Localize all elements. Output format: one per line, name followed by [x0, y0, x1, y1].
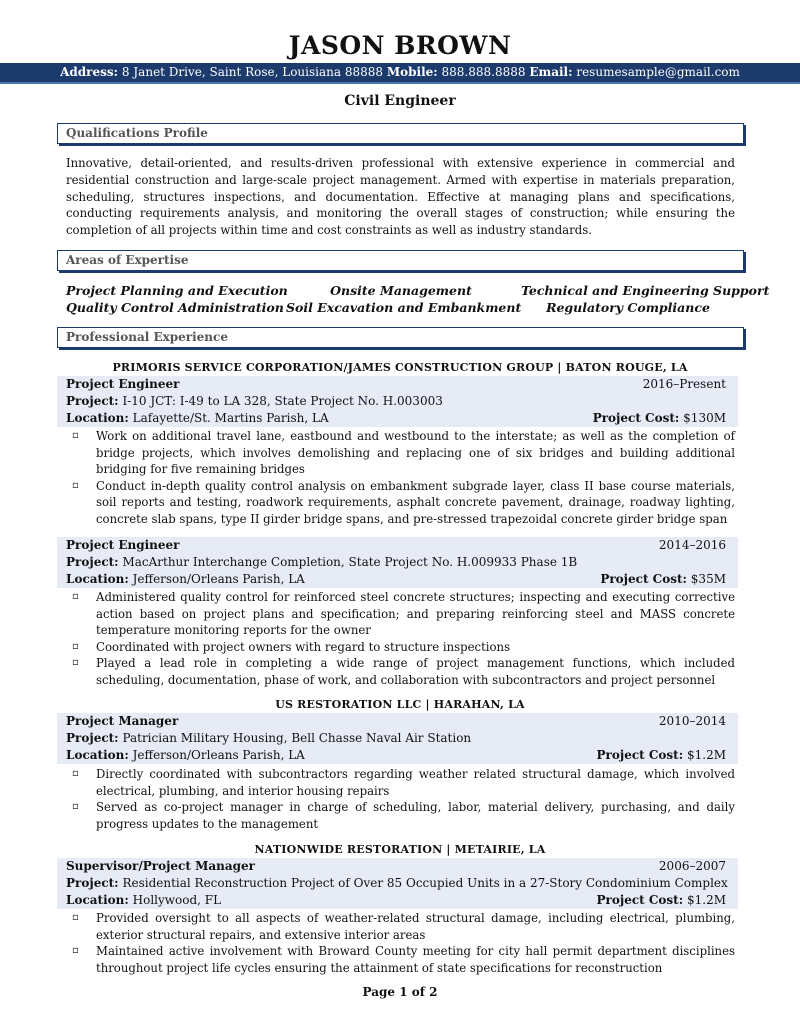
email-label: Email: [529, 65, 573, 79]
job-bullets [66, 589, 735, 688]
contact-banner [0, 63, 800, 84]
square-bullet-icon: ▫ [72, 657, 79, 668]
list-item [66, 799, 735, 832]
location-value: Jefferson/Orleans Parish, LA [132, 572, 305, 586]
location-value: Lafayette/St. Martins Parish, LA [132, 411, 329, 425]
bullet-text: Provided oversight to all aspects of weather-related structural damage, including electrical, plumbing, exterior structural repairs, and extensive interior areas [96, 911, 735, 942]
cost-label: Project Cost: [600, 572, 687, 586]
expertise-item: Regulatory Compliance [546, 300, 710, 315]
square-bullet-icon: ▫ [72, 945, 79, 956]
address-value: 8 Janet Drive, Saint Rose, Louisiana 88888 [121, 65, 384, 79]
job-dates: 2014–2016 [658, 538, 726, 552]
project-label: Project: [66, 555, 119, 569]
job-title: Project Manager [66, 714, 179, 728]
company-heading: US RESTORATION LLC | HARAHAN, LA [275, 698, 525, 711]
job-header [57, 858, 738, 909]
list-item [66, 428, 735, 478]
section-heading: Qualifications Profile [66, 126, 208, 140]
section-expertise [57, 250, 744, 271]
location-label: Location: [66, 411, 129, 425]
project-name: Patrician Military Housing, Bell Chasse Naval Air Station [122, 731, 472, 745]
project-label: Project: [66, 876, 119, 890]
location-value: Jefferson/Orleans Parish, LA [132, 748, 305, 762]
qualifications-summary: Innovative, detail-oriented, and results-driven professional with extensive experience in commercial and residential construction and large-scale project management. Armed with expertise in materials preparation, scheduling, structures inspections, and documentation. Effective at managing plans and specifications, conducting requirements analysis, and monitoring the overall stages of construction; while ensuring the completion of all projects within time and cost constraints as well as industry standards. [66, 156, 735, 238]
cost-value: $1.2M [686, 893, 726, 907]
cost-label: Project Cost: [596, 748, 684, 762]
cost-label: Project Cost: [596, 893, 684, 907]
expertise-item: Technical and Engineering Support [521, 283, 770, 298]
location-value: Hollywood, FL [132, 893, 222, 907]
list-item [66, 910, 735, 943]
company-heading: NATIONWIDE RESTORATION | METAIRIE, LA [254, 843, 546, 856]
project-name: MacArthur Interchange Completion, State Project No. H.009933 Phase 1B [122, 555, 578, 569]
bullet-text: Administered quality control for reinforced steel concrete structures; inspecting and executing corrective action based on project plans and specification; and preparing reinforcing steel and MASS concrete temperature monitoring reports for the owner [96, 590, 735, 637]
bullet-text: Coordinated with project owners with regard to structure inspections [96, 639, 511, 654]
expertise-item: Onsite Management [330, 283, 472, 298]
candidate-name: JASON BROWN [288, 31, 512, 60]
expertise-item: Quality Control Administration [66, 300, 284, 315]
job-dates: 2010–2014 [658, 714, 726, 728]
square-bullet-icon: ▫ [72, 640, 79, 652]
bullet-text: Played a lead role in completing a wide range of project management functions, which included scheduling, documentation, phase of work, and collaboration with subcontractors and project personnel [96, 656, 735, 687]
job-bullets [66, 428, 735, 527]
job-header [57, 376, 738, 427]
address-label: Address: [60, 65, 119, 79]
job-header [57, 713, 738, 764]
section-experience [57, 327, 744, 348]
square-bullet-icon: ▫ [72, 768, 79, 779]
square-bullet-icon: ▫ [72, 479, 79, 491]
square-bullet-icon: ▫ [72, 801, 79, 812]
list-item [66, 478, 735, 528]
mobile-label: Mobile: [386, 65, 438, 79]
expertise-item: Project Planning and Execution [66, 283, 288, 298]
job-dates: 2016–Present [642, 377, 726, 391]
bullet-text: Work on additional travel lane, eastbound and westbound to the interstate; as well as the completion of bridge projects, which involves demolishing and replacing one of six bridges and building additional bridging for five remaining bridges [96, 429, 735, 476]
project-name: Residential Reconstruction Project of Over 85 Occupied Units in a 27-Story Condominium Complex [122, 876, 728, 890]
list-item [66, 639, 735, 656]
email-value: resumesample@gmail.com [576, 65, 740, 79]
project-label: Project: [66, 394, 119, 408]
project-name: I-10 JCT: I-49 to LA 328, State Project No. H.003003 [122, 394, 443, 408]
location-label: Location: [66, 893, 129, 907]
bullet-text: Conduct in-depth quality control analysis on embankment subgrade layer, class II base course materials, soil reports and testing, roadwork requirements, asphalt concrete pavement, drainage, roadway lighting, concrete slab spans, type II girder bridge spans, and pre-stressed trapezoidal concrete girder bridge span [96, 478, 735, 526]
job-header [57, 537, 738, 588]
cost-value: $35M [690, 572, 726, 586]
expertise-grid [66, 282, 770, 318]
bullet-text: Directly coordinated with subcontractors regarding weather related structural damage, which involved electrical, plumbing, and interior housing repairs [96, 767, 735, 798]
list-item [66, 766, 735, 799]
job-title: Project Engineer [66, 538, 180, 552]
page-number: Page 1 of 2 [362, 985, 438, 999]
job-bullets [66, 910, 735, 976]
mobile-value: 888.888.8888 [441, 65, 526, 79]
job-dates: 2006–2007 [658, 859, 726, 873]
square-bullet-icon: ▫ [72, 591, 79, 602]
cost-value: $1.2M [686, 748, 726, 762]
bullet-text: Served as co-project manager in charge of scheduling, labor, material delivery, purchasing, and daily progress updates to the management [96, 800, 735, 831]
square-bullet-icon: ▫ [72, 430, 79, 441]
job-title-heading: Civil Engineer [344, 93, 456, 109]
section-heading: Professional Experience [66, 330, 228, 344]
section-qualifications [57, 123, 744, 144]
job-title: Supervisor/Project Manager [66, 859, 255, 873]
cost-label: Project Cost: [592, 411, 680, 425]
section-heading: Areas of Expertise [66, 253, 189, 267]
list-item [66, 943, 735, 976]
bullet-text: Maintained active involvement with Broward County meeting for city hall permit department disciplines throughout project life cycles ensuring the attainment of state specifications for reconstruction [96, 944, 735, 975]
cost-value: $130M [683, 411, 726, 425]
location-label: Location: [66, 748, 129, 762]
list-item [66, 655, 735, 688]
location-label: Location: [66, 572, 129, 586]
project-label: Project: [66, 731, 119, 745]
job-title: Project Engineer [66, 377, 180, 391]
company-heading: PRIMORIS SERVICE CORPORATION/JAMES CONSTRUCTION GROUP | BATON ROUGE, LA [112, 361, 688, 374]
square-bullet-icon: ▫ [72, 912, 79, 923]
list-item [66, 589, 735, 639]
expertise-item: Soil Excavation and Embankment [286, 300, 522, 315]
job-bullets [66, 766, 735, 832]
